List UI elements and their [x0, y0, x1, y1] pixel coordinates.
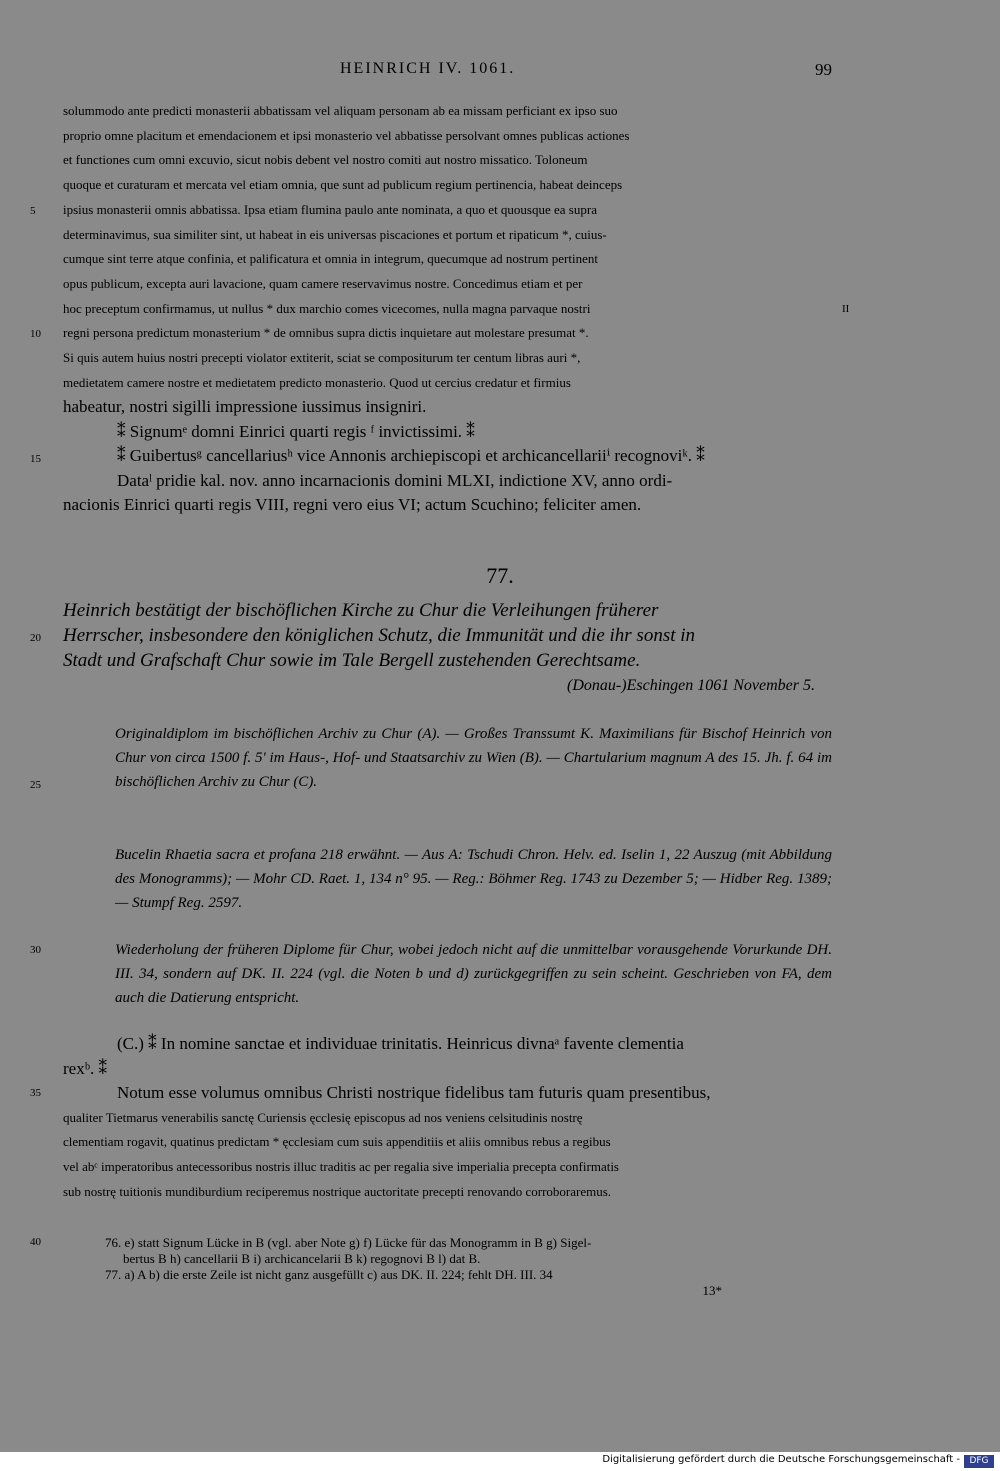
- line-number: 30: [30, 944, 41, 956]
- page-number: 99: [815, 60, 832, 79]
- dating-line: nacionis Einrici quarti regis VIII, regni vero eius VI; actum Scuchino; feliciter amen.: [63, 495, 642, 515]
- line-number: 10: [30, 328, 41, 340]
- line-number: 35: [30, 1087, 41, 1099]
- text-line: proprio omne placitum et emendacionem et ipsi monasterio vel abbatisse persolvant omnes publicas actiones: [63, 127, 630, 143]
- recognition-line: ⁑ Guibertusᵍ cancellariusʰ vice Annonis archiepiscopi et archicancellariiⁱ recognoviᵏ. ⁑: [117, 446, 705, 466]
- text-line: et functiones cum omni excuvio, sicut nobis debent vel nostro comiti aut nostro missatico. Toloneum: [63, 152, 588, 168]
- text-line: cumque sint terre atque confinia, et palificatura et omnia in integrum, quecumque ad nostrum pertinent: [63, 251, 598, 267]
- literature-paragraph: Bucelin Rhaetia sacra et profana 218 erwähnt. — Aus A: Tschudi Chron. Helv. ed. Iselin 1, 22 Auszug (mit Abbildung des Monogramms); — Mohr CD. Raet. 1, 134 n° 95. — Reg.: Böhmer Reg. 1743 zu Dezember 5; — Hidber Reg. 1389; — Stumpf Reg. 2597.: [115, 847, 832, 911]
- tradition-paragraph: Originaldiplom im bischöflichen Archiv zu Chur (A). — Großes Transsumt K. Maximilians für Bischof Heinrich von Chur von circa 1500 f. 5' im Haus-, Hof- und Staatsarchiv zu Wien (B). — Chartularium magnum A des 15. Jh. f. 64 im bischöflichen Archiv zu Chur (C).: [115, 726, 832, 790]
- text-line: qualiter Tietmarus venerabilis sanctę Curiensis ęcclesię episcopus ad nos veniens celsitudinis nostrę: [63, 1109, 583, 1125]
- invocation-line: (C.) ⁑ In nomine sanctae et individuae trinitatis. Heinricus divnaᵃ favente clementia: [117, 1034, 684, 1053]
- footnote-line: bertus B h) cancellarii B i) archicancelarii B k) regognovi B l) dat B.: [123, 1251, 481, 1266]
- place-date: (Donau-)Eschingen 1061 November 5.: [567, 677, 815, 694]
- margin-mark: II: [842, 303, 850, 315]
- doc77-text: [63, 1032, 832, 1204]
- notum-line: Notum esse volumus omnibus Christi nostrique fidelibus tam futuris quam presentibus,: [117, 1083, 711, 1102]
- text-line: clementiam rogavit, quatinus predictam * ęcclesiam cum suis appenditiis et aliis omnibus rebus a regibus: [63, 1134, 611, 1150]
- line-number: 40: [30, 1236, 41, 1248]
- footnotes: [105, 1235, 832, 1299]
- line-number: 25: [30, 779, 41, 791]
- regest-line: Heinrich bestätigt der bischöflichen Kirche zu Chur die Verleihungen früherer: [63, 600, 659, 621]
- dfg-footer: [0, 1452, 1000, 1471]
- regest: [63, 598, 833, 698]
- text-line: hoc preceptum confirmamus, ut nullus * dux marchio comes vicecomes, nulla magna parvaque nostri: [63, 300, 591, 316]
- line-number: 5: [30, 205, 36, 217]
- dfg-logo: DFG: [964, 1455, 994, 1468]
- line-number: 15: [30, 453, 41, 465]
- text-line: ipsius monasterii omnis abbatissa. Ipsa etiam flumina paulo ante nominata, a quo et quousque ea supra: [63, 201, 597, 217]
- text-line: vel abᶜ imperatoribus antecessoribus nostris illuc traditis ac per regalia sive imperialia precepta confirmatis: [63, 1158, 619, 1174]
- footer-credit: Digitalisierung gefördert durch die Deutsche Forschungsgemeinschaft -: [602, 1454, 960, 1465]
- document-number: 77.: [486, 563, 514, 588]
- signature-mark: 13*: [702, 1283, 722, 1298]
- text-line: determinavimus, sua similiter sint, ut habeat in eis universas piscaciones et portum et ripaticum *, cuius-: [63, 226, 607, 242]
- text-line: solummodo ante predicti monasterii abbatissam vel aliquam personam ab ea missam perficiant ex ipso suo: [63, 103, 618, 118]
- text-line: quoque et curaturam et mercata vel etiam omnia, que sunt ad publicum regium pertinencia, habeat deinceps: [63, 177, 623, 193]
- invocation-line: rexᵇ. ⁑: [63, 1058, 107, 1078]
- footnote-line: 77. a) A b) die erste Zeile ist nicht ganz ausgefüllt c) aus DK. II. 224; fehlt DH. III. 34: [105, 1267, 553, 1282]
- regest-line: Herrscher, insbesondere den königlichen Schutz, die Immunität und die ihr sonst in: [63, 625, 696, 646]
- regest-line: Stadt und Grafschaft Chur sowie im Tale Bergell zustehenden Gerechtsame.: [63, 650, 641, 671]
- dating-line: Dataˡ pridie kal. nov. anno incarnacionis domini MLXI, indictione XV, anno ordi-: [117, 470, 673, 490]
- text-line: Si quis autem huius nostri precepti violator extiterit, sciat se compositurum ter centum libras auri *,: [63, 350, 581, 366]
- signum-line: ⁑ Signumᵉ domni Einrici quarti regis ᶠ invictissimi. ⁑: [117, 421, 475, 441]
- text-line: medietatem camere nostre et medietatem predicto monasterio. Quod ut cercius credatur et firmius: [63, 374, 571, 390]
- text-line: opus publicum, excepta auri lavacione, quam camere reservavimus nostre. Concedimus etiam et per: [63, 275, 583, 291]
- text-line: regni persona predictum monasterium * de omnibus supra dictis inquietare aut molestare presumat *.: [63, 325, 589, 341]
- commentary-paragraph: Wiederholung der früheren Diplome für Chur, wobei jedoch nicht auf die unmittelbar vorausgehende Vorurkunde DH. III. 34, sondern auf DK. II. 224 (vgl. die Noten b und d) zurückgegriffen zu sein scheint. Geschrieben von FA, dem auch die Datierung entspricht.: [115, 942, 832, 1006]
- line-number: 20: [30, 632, 41, 644]
- text-line: habeatur, nostri sigilli impressione iussimus insigniri.: [63, 397, 427, 417]
- footnote-line: 76. e) statt Signum Lücke in B (vgl. aber Note g) f) Lücke für das Monogramm in B g) Sigel-: [105, 1235, 592, 1250]
- doc76-text: [63, 99, 832, 518]
- text-line: sub nostrę tuitionis mundiburdium reciperemus nostrique auctoritate precepti renovando corroboraremus.: [63, 1183, 612, 1199]
- running-title: HEINRICH IV. 1061.: [340, 60, 516, 77]
